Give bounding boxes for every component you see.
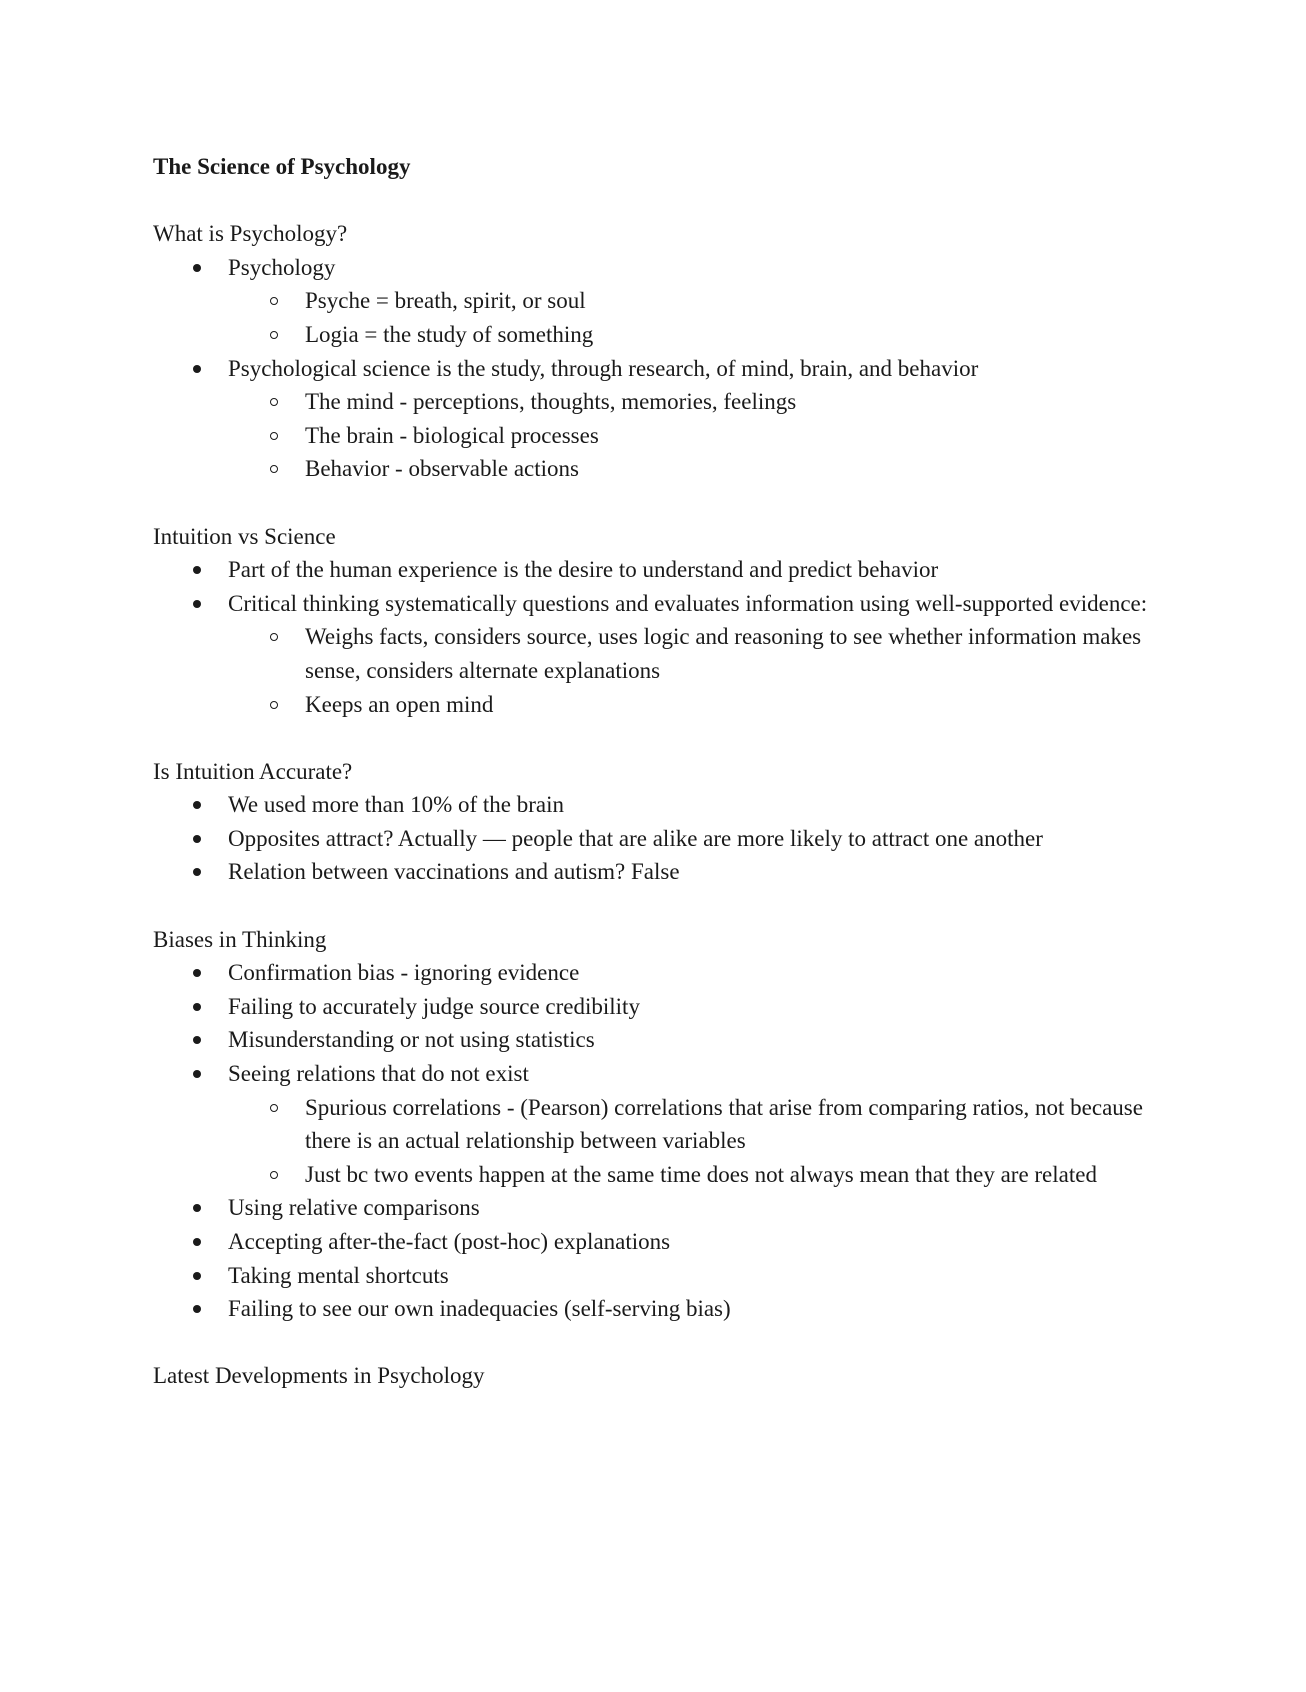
list-item-text: Misunderstanding or not using statistics bbox=[228, 1027, 595, 1053]
section bbox=[153, 1359, 1163, 1393]
hollow-bullet-icon bbox=[270, 1104, 278, 1112]
filled-bullet-icon bbox=[193, 801, 201, 809]
bullet-list bbox=[153, 553, 1163, 721]
sub-list-item-text: The brain - biological processes bbox=[305, 422, 599, 448]
list-item bbox=[228, 956, 1163, 990]
list-item bbox=[228, 587, 1163, 721]
filled-bullet-icon bbox=[193, 1238, 201, 1246]
sub-list-item bbox=[305, 1158, 1163, 1192]
sub-list-item bbox=[305, 620, 1163, 687]
sub-list-item bbox=[305, 419, 1163, 453]
sub-list-item-text: Behavior - observable actions bbox=[305, 456, 579, 482]
sub-bullet-list bbox=[228, 385, 1163, 486]
list-item bbox=[228, 1191, 1163, 1225]
bullet-list bbox=[153, 956, 1163, 1326]
list-item bbox=[228, 855, 1163, 889]
list-item bbox=[228, 1057, 1163, 1191]
section-heading: Biases in Thinking bbox=[153, 926, 327, 952]
hollow-bullet-icon bbox=[270, 1171, 278, 1179]
list-item bbox=[228, 822, 1163, 856]
section-heading: Latest Developments in Psychology bbox=[153, 1363, 485, 1389]
list-item bbox=[228, 553, 1163, 587]
filled-bullet-icon bbox=[193, 969, 201, 977]
sub-list-item-text: Spurious correlations - (Pearson) correlations that arise from comparing ratios, not because there is an actual relationship between variables bbox=[305, 1094, 1143, 1154]
list-item-text: Opposites attract? Actually — people that are alike are more likely to attract one another bbox=[228, 825, 1043, 851]
filled-bullet-icon bbox=[193, 1070, 201, 1078]
list-item-text: Taking mental shortcuts bbox=[228, 1262, 449, 1288]
hollow-bullet-icon bbox=[270, 331, 278, 339]
sub-list-item-text: Weighs facts, considers source, uses logic and reasoning to see whether information makes sense, considers alternate explanations bbox=[305, 624, 1142, 683]
list-item bbox=[228, 1292, 1163, 1326]
filled-bullet-icon bbox=[193, 264, 201, 272]
sub-list-item bbox=[305, 385, 1163, 419]
sub-list-item-text: Psyche = breath, spirit, or soul bbox=[305, 288, 586, 314]
filled-bullet-icon bbox=[193, 1305, 201, 1313]
section-heading: Is Intuition Accurate? bbox=[153, 758, 353, 784]
bullet-list bbox=[153, 788, 1163, 889]
list-item-text: Psychological science is the study, through research, of mind, brain, and behavior bbox=[228, 355, 979, 381]
document-title: The Science of Psychology bbox=[153, 154, 411, 179]
filled-bullet-icon bbox=[193, 365, 201, 373]
filled-bullet-icon bbox=[193, 1003, 201, 1011]
list-item bbox=[228, 251, 1163, 352]
list-item-text: Accepting after-the-fact (post-hoc) explanations bbox=[228, 1229, 671, 1254]
hollow-bullet-icon bbox=[270, 297, 278, 305]
sub-bullet-list bbox=[228, 1091, 1163, 1192]
bullet-list bbox=[153, 251, 1163, 486]
sub-list-item-text: Just bc two events happen at the same time does not always mean that they are related bbox=[305, 1161, 1097, 1187]
list-item-text: We used more than 10% of the brain bbox=[228, 792, 565, 818]
list-item bbox=[228, 352, 1163, 486]
document-body bbox=[153, 217, 1163, 1393]
sub-list-item bbox=[305, 318, 1163, 352]
section-heading: What is Psychology? bbox=[153, 221, 348, 247]
sub-bullet-list bbox=[228, 620, 1163, 721]
sub-bullet-list bbox=[228, 284, 1163, 351]
hollow-bullet-icon bbox=[270, 398, 278, 406]
filled-bullet-icon bbox=[193, 1036, 201, 1044]
list-item bbox=[228, 990, 1163, 1024]
section-heading: Intuition vs Science bbox=[153, 523, 336, 549]
sub-list-item-text: Keeps an open mind bbox=[305, 691, 494, 717]
list-item bbox=[228, 1225, 1163, 1259]
hollow-bullet-icon bbox=[270, 432, 278, 440]
list-item-text: Psychology bbox=[228, 254, 336, 280]
sub-list-item-text: Logia = the study of something bbox=[305, 321, 594, 347]
filled-bullet-icon bbox=[193, 566, 201, 574]
section bbox=[153, 923, 1163, 1326]
list-item bbox=[228, 788, 1163, 822]
filled-bullet-icon bbox=[193, 868, 201, 876]
list-item-text: Failing to see our own inadequacies (self-serving bias) bbox=[228, 1296, 731, 1322]
sub-list-item bbox=[305, 284, 1163, 318]
section bbox=[153, 520, 1163, 722]
list-item-text: Part of the human experience is the desire to understand and predict behavior bbox=[228, 557, 939, 583]
list-item-text: Confirmation bias - ignoring evidence bbox=[228, 960, 580, 986]
list-item-text: Using relative comparisons bbox=[228, 1195, 480, 1221]
sub-list-item-text: The mind - perceptions, thoughts, memories, feelings bbox=[305, 389, 797, 415]
list-item-text: Relation between vaccinations and autism? False bbox=[228, 859, 680, 885]
filled-bullet-icon bbox=[193, 1272, 201, 1280]
filled-bullet-icon bbox=[193, 600, 201, 608]
filled-bullet-icon bbox=[193, 835, 201, 843]
list-item-text: Seeing relations that do not exist bbox=[228, 1061, 529, 1087]
list-item-text: Failing to accurately judge source credibility bbox=[228, 993, 640, 1019]
list-item bbox=[228, 1023, 1163, 1057]
list-item-text: Critical thinking systematically questions and evaluates information using well-supported evidence: bbox=[228, 590, 1148, 616]
hollow-bullet-icon bbox=[270, 701, 278, 709]
section bbox=[153, 217, 1163, 486]
list-item bbox=[228, 1259, 1163, 1293]
filled-bullet-icon bbox=[193, 1204, 201, 1212]
sub-list-item bbox=[305, 452, 1163, 486]
section bbox=[153, 755, 1163, 889]
sub-list-item bbox=[305, 1091, 1163, 1158]
hollow-bullet-icon bbox=[270, 633, 278, 641]
document-page bbox=[153, 150, 1163, 1427]
sub-list-item bbox=[305, 688, 1163, 722]
hollow-bullet-icon bbox=[270, 465, 278, 473]
